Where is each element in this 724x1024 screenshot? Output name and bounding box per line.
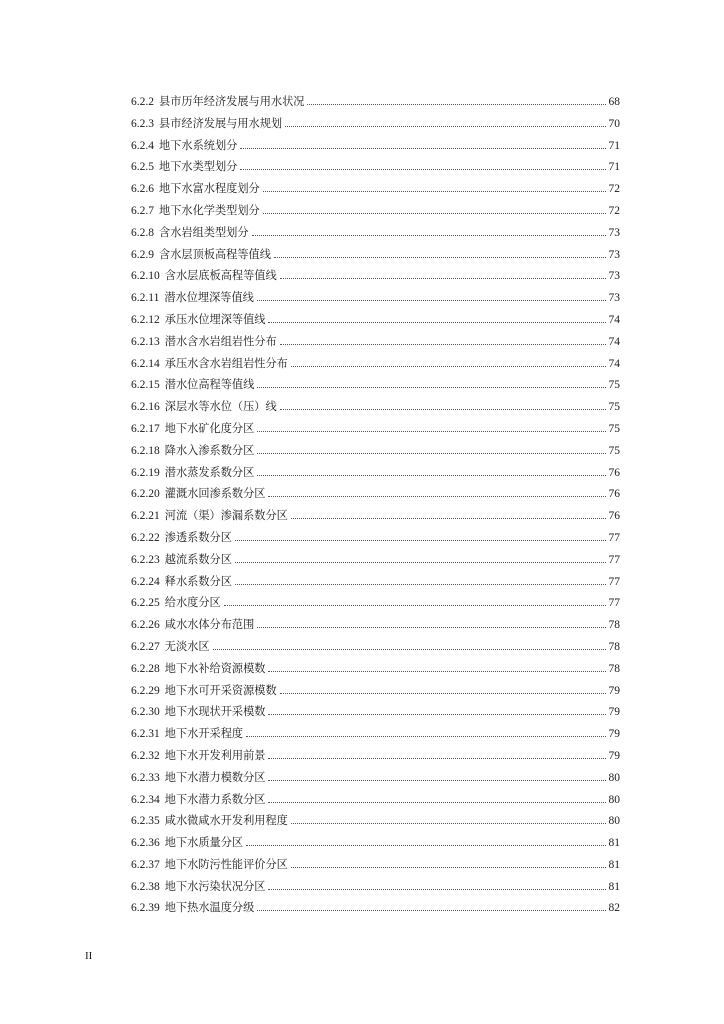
toc-dot-leader bbox=[240, 169, 605, 170]
toc-entry-number: 6.2.12 bbox=[131, 313, 160, 326]
toc-entry[interactable] bbox=[131, 483, 620, 505]
toc-entry-page: 76 bbox=[608, 510, 620, 523]
toc-entry[interactable] bbox=[131, 200, 620, 222]
toc-entry-page: 79 bbox=[608, 684, 620, 697]
toc-entry-title: 河流（渠）渗漏系数分区 bbox=[164, 509, 288, 523]
toc-entry-number: 6.2.6 bbox=[131, 183, 154, 196]
toc-entry-title: 渗透系数分区 bbox=[164, 530, 232, 544]
toc-dot-leader bbox=[257, 300, 606, 301]
toc-dot-leader bbox=[235, 562, 606, 563]
toc-entry[interactable] bbox=[131, 353, 620, 375]
toc-entry-page: 80 bbox=[608, 793, 620, 806]
table-of-contents bbox=[131, 91, 620, 919]
toc-entry-title: 地下水现状开采模数 bbox=[164, 705, 266, 719]
toc-entry-page: 75 bbox=[608, 379, 620, 392]
toc-entry-number: 6.2.21 bbox=[131, 510, 160, 523]
toc-entry[interactable] bbox=[131, 680, 620, 702]
toc-entry-page: 72 bbox=[608, 183, 620, 196]
toc-entry[interactable] bbox=[131, 462, 620, 484]
toc-dot-leader bbox=[235, 540, 606, 541]
toc-entry-title: 潜水蒸发系数分区 bbox=[164, 465, 255, 479]
toc-entry[interactable] bbox=[131, 527, 620, 549]
toc-entry-page: 79 bbox=[608, 706, 620, 719]
toc-entry[interactable] bbox=[131, 244, 620, 266]
toc-dot-leader bbox=[280, 409, 606, 410]
toc-entry-title: 地下水矿化度分区 bbox=[164, 421, 255, 435]
toc-dot-leader bbox=[240, 148, 605, 149]
toc-entry-number: 6.2.24 bbox=[131, 575, 160, 588]
toc-dot-leader bbox=[268, 714, 605, 715]
toc-entry[interactable] bbox=[131, 854, 620, 876]
toc-entry-page: 73 bbox=[608, 248, 620, 261]
toc-entry-title: 地下水富水程度划分 bbox=[159, 182, 260, 196]
toc-entry[interactable] bbox=[131, 222, 620, 244]
toc-dot-leader bbox=[235, 584, 606, 585]
toc-entry-title: 地下水质量分区 bbox=[164, 836, 244, 850]
toc-entry-page: 71 bbox=[608, 139, 620, 152]
toc-entry-page: 74 bbox=[608, 335, 620, 348]
toc-entry-page: 77 bbox=[608, 553, 620, 566]
toc-entry-number: 6.2.11 bbox=[131, 292, 160, 305]
toc-entry-title: 给水度分区 bbox=[164, 596, 221, 610]
toc-entry-page: 71 bbox=[608, 161, 620, 174]
toc-dot-leader bbox=[257, 910, 605, 911]
toc-entry-title: 地下热水温度分级 bbox=[164, 901, 255, 915]
toc-entry-number: 6.2.38 bbox=[131, 880, 160, 893]
toc-entry-number: 6.2.4 bbox=[131, 139, 154, 152]
toc-entry[interactable] bbox=[131, 571, 620, 593]
toc-entry-number: 6.2.18 bbox=[131, 444, 160, 457]
toc-entry-number: 6.2.39 bbox=[131, 902, 160, 915]
toc-entry[interactable] bbox=[131, 396, 620, 418]
toc-entry-page: 79 bbox=[608, 728, 620, 741]
toc-entry-page: 78 bbox=[608, 640, 620, 653]
toc-entry[interactable] bbox=[131, 832, 620, 854]
toc-dot-leader bbox=[268, 496, 605, 497]
toc-dot-leader bbox=[268, 758, 605, 759]
toc-dot-leader bbox=[274, 257, 606, 258]
toc-dot-leader bbox=[280, 278, 606, 279]
toc-entry-title: 潜水位高程等值线 bbox=[164, 378, 255, 392]
toc-entry-title: 深层水等水位（压）线 bbox=[164, 400, 277, 414]
toc-entry-title: 地下水防污性能评价分区 bbox=[164, 857, 288, 871]
toc-entry-number: 6.2.17 bbox=[131, 422, 160, 435]
toc-entry[interactable] bbox=[131, 592, 620, 614]
toc-dot-leader bbox=[291, 518, 606, 519]
toc-entry-title: 县市经济发展与用水规划 bbox=[159, 116, 283, 130]
toc-entry-page: 81 bbox=[608, 837, 620, 850]
toc-entry[interactable] bbox=[131, 287, 620, 309]
toc-entry-number: 6.2.10 bbox=[131, 270, 160, 283]
toc-entry-page: 73 bbox=[608, 270, 620, 283]
toc-entry-title: 含水岩组类型划分 bbox=[159, 225, 249, 239]
toc-entry-page: 80 bbox=[608, 771, 620, 784]
toc-entry-title: 承压水位埋深等值线 bbox=[164, 312, 266, 326]
toc-entry-page: 77 bbox=[608, 531, 620, 544]
toc-entry[interactable] bbox=[131, 265, 620, 287]
toc-entry-number: 6.2.30 bbox=[131, 706, 160, 719]
toc-entry[interactable] bbox=[131, 309, 620, 331]
toc-entry-page: 76 bbox=[608, 488, 620, 501]
toc-entry-page: 73 bbox=[608, 226, 620, 239]
toc-entry-number: 6.2.9 bbox=[131, 248, 154, 261]
toc-entry[interactable] bbox=[131, 876, 620, 898]
toc-entry-number: 6.2.7 bbox=[131, 204, 154, 217]
toc-entry-page: 82 bbox=[608, 902, 620, 915]
toc-entry-number: 6.2.28 bbox=[131, 662, 160, 675]
toc-entry-title: 潜水含水岩组岩性分布 bbox=[164, 334, 277, 348]
toc-entry-page: 81 bbox=[608, 858, 620, 871]
toc-dot-leader bbox=[246, 736, 605, 737]
toc-entry[interactable] bbox=[131, 897, 620, 919]
toc-entry-title: 地下水开采程度 bbox=[164, 727, 244, 741]
toc-entry-page: 78 bbox=[608, 619, 620, 632]
toc-entry[interactable] bbox=[131, 745, 620, 767]
toc-dot-leader bbox=[257, 627, 605, 628]
toc-entry-number: 6.2.23 bbox=[131, 553, 160, 566]
toc-dot-leader bbox=[291, 823, 606, 824]
toc-entry-number: 6.2.26 bbox=[131, 619, 160, 632]
toc-entry-number: 6.2.25 bbox=[131, 597, 160, 610]
toc-entry-title: 咸水微咸水开发利用程度 bbox=[164, 814, 288, 828]
toc-entry-title: 潜水位埋深等值线 bbox=[164, 291, 254, 305]
toc-entry-title: 降水入渗系数分区 bbox=[164, 443, 255, 457]
toc-dot-leader bbox=[257, 475, 605, 476]
toc-dot-leader bbox=[280, 344, 606, 345]
toc-entry[interactable] bbox=[131, 636, 620, 658]
toc-entry[interactable] bbox=[131, 767, 620, 789]
toc-entry-title: 咸水水体分布范围 bbox=[164, 618, 255, 632]
toc-entry-number: 6.2.29 bbox=[131, 684, 160, 697]
toc-entry[interactable] bbox=[131, 374, 620, 396]
toc-entry-page: 78 bbox=[608, 662, 620, 675]
toc-dot-leader bbox=[268, 802, 605, 803]
toc-entry-number: 6.2.5 bbox=[131, 161, 154, 174]
toc-entry-number: 6.2.8 bbox=[131, 226, 154, 239]
toc-entry-page: 72 bbox=[608, 204, 620, 217]
toc-entry-page: 68 bbox=[608, 96, 620, 108]
toc-entry-number: 6.2.32 bbox=[131, 749, 160, 762]
toc-entry-number: 6.2.31 bbox=[131, 728, 160, 741]
toc-dot-leader bbox=[268, 671, 605, 672]
toc-entry-title: 地下水补给资源模数 bbox=[164, 661, 266, 675]
toc-dot-leader bbox=[285, 126, 605, 127]
toc-entry-title: 承压水含水岩组岩性分布 bbox=[164, 356, 288, 370]
toc-entry-page: 75 bbox=[608, 401, 620, 414]
toc-entry-page: 70 bbox=[608, 117, 620, 130]
toc-entry-title: 地下水类型划分 bbox=[159, 160, 238, 174]
toc-entry-title: 地下水可开采资源模数 bbox=[164, 683, 277, 697]
toc-dot-leader bbox=[252, 235, 606, 236]
toc-entry-number: 6.2.3 bbox=[131, 117, 154, 130]
toc-entry[interactable] bbox=[131, 810, 620, 832]
toc-entry-number: 6.2.37 bbox=[131, 858, 160, 871]
toc-entry-title: 灌溉水回渗系数分区 bbox=[164, 487, 266, 501]
toc-entry-page: 74 bbox=[608, 357, 620, 370]
toc-dot-leader bbox=[263, 213, 606, 214]
toc-entry-page: 80 bbox=[608, 815, 620, 828]
toc-entry-page: 74 bbox=[608, 313, 620, 326]
toc-dot-leader bbox=[257, 431, 605, 432]
toc-entry-number: 6.2.22 bbox=[131, 531, 160, 544]
toc-entry-title: 越流系数分区 bbox=[164, 552, 232, 566]
toc-dot-leader bbox=[213, 649, 606, 650]
toc-entry-number: 6.2.16 bbox=[131, 401, 160, 414]
toc-dot-leader bbox=[257, 453, 605, 454]
toc-entry-page: 77 bbox=[608, 575, 620, 588]
toc-entry-page: 75 bbox=[608, 422, 620, 435]
toc-entry-title: 地下水化学类型划分 bbox=[159, 203, 260, 217]
toc-entry-page: 77 bbox=[608, 597, 620, 610]
toc-entry-title: 无淡水区 bbox=[164, 639, 210, 653]
toc-entry[interactable] bbox=[131, 614, 620, 636]
toc-dot-leader bbox=[246, 845, 605, 846]
toc-entry[interactable] bbox=[131, 549, 620, 571]
toc-entry-title: 地下水系统划分 bbox=[159, 138, 238, 152]
toc-entry[interactable] bbox=[131, 331, 620, 353]
toc-entry[interactable] bbox=[131, 789, 620, 811]
toc-dot-leader bbox=[257, 387, 605, 388]
toc-dot-leader bbox=[280, 693, 606, 694]
toc-dot-leader bbox=[291, 366, 606, 367]
toc-entry-title: 地下水污染状况分区 bbox=[164, 879, 266, 893]
toc-dot-leader bbox=[224, 605, 606, 606]
toc-entry-page: 75 bbox=[608, 444, 620, 457]
toc-entry-number: 6.2.36 bbox=[131, 837, 160, 850]
toc-dot-leader bbox=[263, 191, 606, 192]
toc-entry-number: 6.2.14 bbox=[131, 357, 160, 370]
page-number: II bbox=[85, 950, 93, 962]
toc-entry-title: 含水层顶板高程等值线 bbox=[159, 247, 271, 261]
toc-entry[interactable] bbox=[131, 723, 620, 745]
toc-entry-number: 6.2.20 bbox=[131, 488, 160, 501]
toc-entry-number: 6.2.19 bbox=[131, 466, 160, 479]
toc-entry-number: 6.2.35 bbox=[131, 815, 160, 828]
toc-entry-number: 6.2.15 bbox=[131, 379, 160, 392]
toc-entry[interactable] bbox=[131, 418, 620, 440]
toc-entry-title: 地下水开发利用前景 bbox=[164, 748, 266, 762]
toc-entry[interactable] bbox=[131, 701, 620, 723]
toc-entry-page: 79 bbox=[608, 749, 620, 762]
toc-entry[interactable] bbox=[131, 440, 620, 462]
toc-entry-number: 6.2.27 bbox=[131, 640, 160, 653]
toc-entry-title: 释水系数分区 bbox=[164, 574, 232, 588]
toc-dot-leader bbox=[291, 867, 606, 868]
toc-entry-title: 含水层底板高程等值线 bbox=[164, 269, 277, 283]
toc-entry-page: 76 bbox=[608, 466, 620, 479]
toc-entry[interactable] bbox=[131, 135, 620, 157]
toc-entry-number: 6.2.34 bbox=[131, 793, 160, 806]
toc-entry[interactable] bbox=[131, 505, 620, 527]
toc-entry-page: 73 bbox=[608, 292, 620, 305]
toc-entry-number: 6.2.33 bbox=[131, 771, 160, 784]
toc-entry[interactable] bbox=[131, 658, 620, 680]
toc-dot-leader bbox=[268, 889, 605, 890]
toc-entry-number: 6.2.2 bbox=[131, 96, 154, 108]
toc-dot-leader bbox=[268, 322, 605, 323]
toc-entry-page: 81 bbox=[608, 880, 620, 893]
toc-entry[interactable] bbox=[131, 156, 620, 178]
toc-entry-number: 6.2.13 bbox=[131, 335, 160, 348]
toc-entry[interactable] bbox=[131, 91, 620, 113]
toc-entry[interactable] bbox=[131, 178, 620, 200]
toc-entry-title: 地下水潜力系数分区 bbox=[164, 792, 266, 806]
toc-entry-title: 县市历年经济发展与用水状况 bbox=[159, 95, 305, 108]
toc-entry-title: 地下水潜力模数分区 bbox=[164, 770, 266, 784]
toc-entry[interactable] bbox=[131, 113, 620, 135]
toc-dot-leader bbox=[268, 780, 605, 781]
toc-dot-leader bbox=[307, 104, 605, 105]
